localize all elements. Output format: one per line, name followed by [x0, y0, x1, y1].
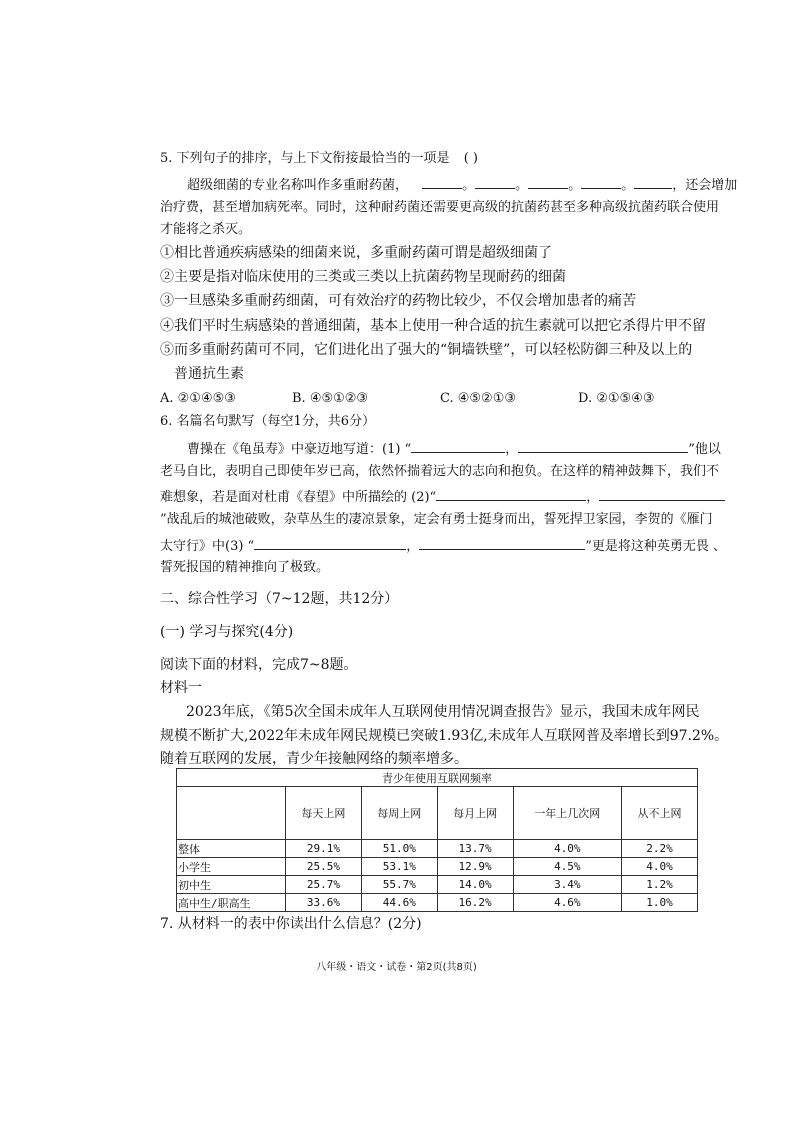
table-header: 一年上几次网: [513, 787, 622, 840]
q6-comma-2: ，: [586, 490, 600, 505]
q6-line6: 誓死报国的精神推向了极致。: [160, 560, 330, 575]
q5-answer-paren: ( ): [463, 151, 478, 166]
section2-title: 二、综合性学习（7~12题，共12分）: [160, 591, 399, 607]
table-cell: 1.0%: [622, 894, 698, 912]
table-cell: 2.2%: [622, 840, 698, 858]
table-row: [177, 876, 698, 894]
table-cell: 12.9%: [437, 858, 513, 876]
table-header: 每天上网: [286, 787, 362, 840]
q6-blank-3b[interactable]: [419, 537, 585, 550]
table-row: [177, 840, 698, 858]
q6-l1-text: 曹操在《龟虽寿》中豪迈地写道：(1) “: [187, 442, 412, 457]
internet-frequency-table: [176, 768, 698, 912]
table-header: 每月上网: [437, 787, 513, 840]
section2-subtitle: (一) 学习与探究(4分): [160, 624, 294, 640]
table-cell: 4.0%: [622, 858, 698, 876]
table-row-label: 小学生: [177, 858, 286, 876]
q5-item-5-cont: 普通抗生素: [174, 366, 244, 382]
q6-line3: [160, 488, 725, 506]
q6-line1: [187, 440, 721, 458]
q6-l3-text: 难想象，若是面对杜甫《春望》中所描绘的 (2)“: [160, 490, 437, 505]
page-footer: 八年级・语文・试卷・第2页(共8页): [316, 962, 477, 973]
table-row: [177, 858, 698, 876]
table-cell: 25.7%: [286, 876, 362, 894]
q5-sep-2: 。: [515, 178, 529, 193]
q5-option-d[interactable]: D. ②①⑤④③: [578, 391, 655, 406]
q5-item-2: ②主要是指对临床使用的三类或三类以上抗菌药物呈现耐药的细菌: [160, 269, 566, 285]
q5-sep-1: 。: [462, 178, 476, 193]
table-cell: 55.7%: [361, 876, 437, 894]
q5-passage-tail: ，还会增加: [672, 178, 738, 193]
q6-l1-tail: ”他以: [688, 442, 721, 457]
material-1-para-line3: 随着互联网的发展，青少年接触网络的频率增多。: [160, 751, 468, 767]
table-row-label: 初中生: [177, 876, 286, 894]
q6-comma-1: ，: [505, 442, 519, 457]
q5-stem-line: [160, 151, 478, 167]
q5-passage-line1: [187, 176, 737, 194]
table-header-corner: [177, 787, 286, 840]
material-1-para-line1: 2023年底，《第5次全国未成年人互联网使用情况调查报告》显示，我国未成年网民: [186, 704, 700, 720]
table-header: 从不上网: [622, 787, 698, 840]
q5-item-4: ④我们平时生病感染的普通细菌，基本上使用一种合适的抗生素就可以把它杀得片甲不留: [160, 318, 706, 334]
material-1-para-line2: 规模不断扩大,2022年未成年网民规模已突破1.93亿,未成年人互联网普及率增长到97.2%。: [160, 728, 729, 744]
table-cell: 29.1%: [286, 840, 362, 858]
q5-passage-start: 超级细菌的专业名称叫作多重耐药菌，: [187, 178, 409, 193]
table-cell: 51.0%: [361, 840, 437, 858]
q5-blank-4[interactable]: [581, 176, 621, 189]
q5-option-c[interactable]: C. ④⑤②①③: [440, 391, 517, 406]
table-caption-row: [177, 769, 698, 787]
table-cell: 33.6%: [286, 894, 362, 912]
q6-l5-tail: ”更是将这种英勇无畏 、: [585, 539, 726, 554]
q6-l5-text: 太守行》中(3) “: [160, 539, 255, 554]
q6-blank-1a[interactable]: [411, 440, 505, 453]
q5-blank-1[interactable]: [422, 176, 462, 189]
table-header-row: [177, 787, 698, 840]
table-cell: 25.5%: [286, 858, 362, 876]
section2-instruction: 阅读下面的材料，完成7~8题。: [160, 657, 358, 673]
q7-stem: 7. 从材料一的表中你读出什么信息？(2分): [160, 916, 422, 932]
q6-blank-1b[interactable]: [518, 440, 688, 453]
q6-blank-2a[interactable]: [436, 488, 586, 501]
q6-line5: [160, 537, 726, 555]
q5-option-a[interactable]: A. ②①④⑤③: [160, 391, 236, 406]
q5-blank-2[interactable]: [475, 176, 515, 189]
q5-passage-line2: 治疗费，甚至增加病死率。同时，这种耐药菌还需要更高级的抗菌药甚至多种高级抗菌药联合使用: [160, 200, 720, 215]
table-row: [177, 894, 698, 912]
table-cell: 44.6%: [361, 894, 437, 912]
q6-stem: 6. 名篇名句默写（每空1分，共6分）: [160, 414, 376, 429]
q5-sep-4: 。: [621, 178, 635, 193]
table-cell: 3.4%: [513, 876, 622, 894]
q5-blank-5[interactable]: [634, 176, 672, 189]
q5-passage-line3: 才能将之杀灭。: [160, 222, 252, 237]
table-header: 每周上网: [361, 787, 437, 840]
q5-item-1: ①相比普通疾病感染的细菌来说，多重耐药菌可谓是超级细菌了: [160, 245, 552, 261]
q5-item-5: ⑤而多重耐药菌可不同，它们进化出了强大的“铜墙铁壁”，可以轻松防御三种及以上的: [160, 342, 693, 358]
table-cell: 4.5%: [513, 858, 622, 876]
q6-comma-3: ，: [406, 539, 420, 554]
table-cell: 53.1%: [361, 858, 437, 876]
q5-item-3: ③一旦感染多重耐药细菌，可有效治疗的药物比较少，不仅会增加患者的痛苦: [160, 293, 636, 309]
table-cell: 1.2%: [622, 876, 698, 894]
table-cell: 16.2%: [437, 894, 513, 912]
q6-line4: ”战乱后的城池破败，杂草丛生的凄凉景象，定会有勇士挺身而出，誓死捍卫家园，李贺的《雁门: [160, 512, 713, 527]
q5-stem: 5. 下列句子的排序，与上下文衔接最恰当的一项是: [160, 151, 450, 166]
q5-blank-3[interactable]: [528, 176, 568, 189]
q6-line2: 老马自比，表明自己即使年岁已高，依然怀揣着远大的志向和抱负。在这样的精神鼓舞下，我们不: [160, 464, 720, 479]
q6-blank-3a[interactable]: [254, 537, 406, 550]
table-caption: 青少年使用互联网频率: [177, 769, 698, 787]
table-row-label: 高中生/职高生: [177, 894, 286, 912]
q5-sep-3: 。: [568, 178, 582, 193]
material-1-label: 材料一: [160, 680, 202, 696]
table-cell: 14.0%: [437, 876, 513, 894]
table-row-label: 整体: [177, 840, 286, 858]
q6-blank-2b[interactable]: [599, 488, 725, 501]
table-cell: 4.0%: [513, 840, 622, 858]
q5-option-b[interactable]: B. ④⑤①②③: [292, 391, 369, 406]
table-cell: 13.7%: [437, 840, 513, 858]
table-cell: 4.6%: [513, 894, 622, 912]
